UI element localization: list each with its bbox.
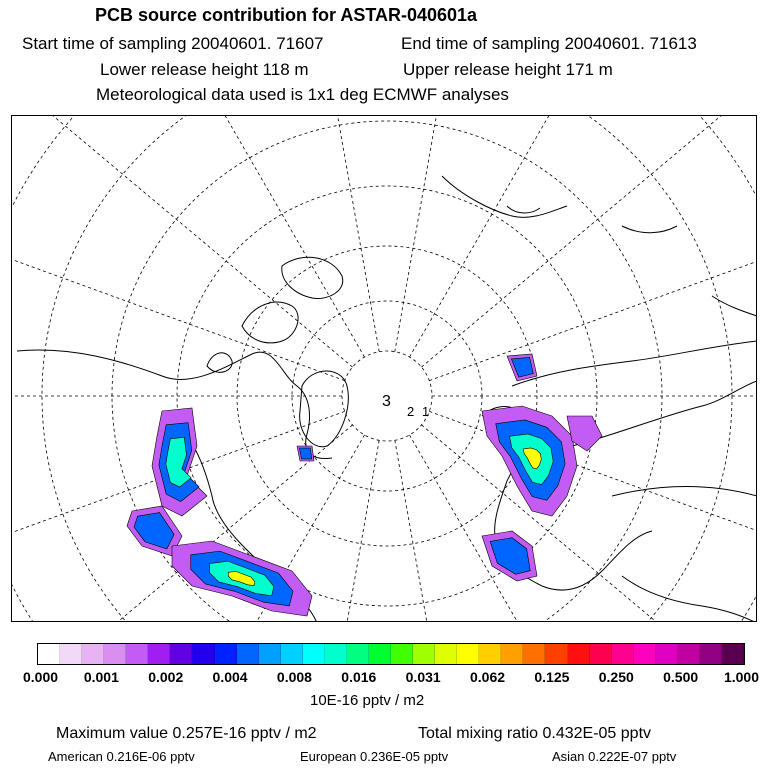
colorbar-tick-label: 0.125 — [534, 669, 570, 685]
colorbar-segment — [347, 644, 369, 664]
colorbar-tick-label: 0.250 — [598, 669, 634, 685]
meridian-line — [37, 116, 365, 357]
colorbar-segment — [523, 644, 545, 664]
colorbar-unit: 10E-16 pptv / m2 — [310, 692, 425, 709]
max-value-label: Maximum value 0.257E-16 pptv / m2 — [56, 725, 317, 742]
colorbar-segment — [700, 644, 722, 664]
colorbar-tick-label: 0.002 — [148, 669, 184, 685]
colorbar-segment — [281, 644, 303, 664]
colorbar-segment — [457, 644, 479, 664]
colorbar-segment — [634, 644, 656, 664]
colorbar-segment — [60, 644, 82, 664]
meridian-line — [421, 116, 757, 367]
lower-release-label: Lower release height 118 m — [100, 60, 309, 79]
colorbar-tick-label: 1.000 — [723, 669, 760, 685]
colorbar-segment — [148, 644, 170, 664]
plot-title: PCB source contribution for ASTAR-040601a — [95, 5, 478, 25]
colorbar-segment — [369, 644, 391, 664]
asian-label: Asian 0.222E-07 pptv — [552, 749, 677, 764]
colorbar-segment — [104, 644, 126, 664]
meridian-line — [12, 157, 345, 381]
polar-map — [11, 115, 757, 622]
center-label-3: 3 — [382, 393, 391, 410]
european-label: European 0.236E-05 pptv — [300, 749, 449, 764]
colorbar-segment — [391, 644, 413, 664]
colorbar-segment — [82, 644, 104, 664]
meridian-line — [410, 116, 738, 357]
upper-release-label: Upper release height 171 m — [403, 60, 613, 79]
end-time-label: End time of sampling 20040601. 71613 — [401, 34, 697, 53]
colorbar-segment — [215, 644, 237, 664]
meridian-line — [12, 116, 353, 367]
plume-contour — [299, 448, 311, 459]
colorbar-segment — [192, 644, 214, 664]
colorbar-tick-label: 0.000 — [22, 669, 59, 685]
meridian-line — [265, 116, 379, 352]
latitude-circles — [12, 116, 757, 622]
colorbar-segment — [435, 644, 457, 664]
map-canvas — [12, 116, 757, 622]
colorbar-tick-label: 0.001 — [83, 669, 119, 685]
colorbar-segment — [722, 644, 744, 664]
colorbar-segment — [656, 644, 678, 664]
start-time-label: Start time of sampling 20040601. 71607 — [22, 34, 324, 53]
colorbar-segment — [126, 644, 148, 664]
meridian-line — [395, 116, 509, 352]
total-mixing-label: Total mixing ratio 0.432E-05 pptv — [418, 725, 652, 742]
center-label-1: 1 — [422, 404, 430, 419]
meridian-line — [421, 425, 757, 622]
center-label-2: 2 — [407, 404, 415, 419]
colorbar-tick-label: 0.062 — [470, 669, 506, 685]
meteo-label: Meteorological data used is 1x1 deg ECMWF analyses — [96, 85, 509, 104]
colorbar-segment — [568, 644, 590, 664]
colorbar-tick-label: 0.004 — [212, 669, 248, 685]
colorbar-segment — [590, 644, 612, 664]
colorbar-tick-label: 0.500 — [663, 669, 699, 685]
colorbar-segment — [501, 644, 523, 664]
colorbar-segment — [38, 644, 60, 664]
colorbar-segment — [545, 644, 567, 664]
american-label: American 0.216E-06 pptv — [48, 749, 195, 764]
colorbar-segment — [259, 644, 281, 664]
colorbar — [37, 643, 745, 665]
colorbar-segment — [325, 644, 347, 664]
colorbar-segment — [678, 644, 700, 664]
concentration-plumes — [127, 354, 602, 616]
colorbar-segment — [303, 644, 325, 664]
colorbar-tick-label: 0.031 — [405, 669, 441, 685]
colorbar-segment — [237, 644, 259, 664]
colorbar-tick-label: 0.016 — [341, 669, 377, 685]
colorbar-tick-label: 0.008 — [276, 669, 312, 685]
colorbar-segment — [479, 644, 501, 664]
meridian-line — [37, 435, 365, 622]
colorbar-segment — [413, 644, 435, 664]
colorbar-segment — [612, 644, 634, 664]
meridians — [12, 116, 757, 622]
colorbar-segment — [170, 644, 192, 664]
